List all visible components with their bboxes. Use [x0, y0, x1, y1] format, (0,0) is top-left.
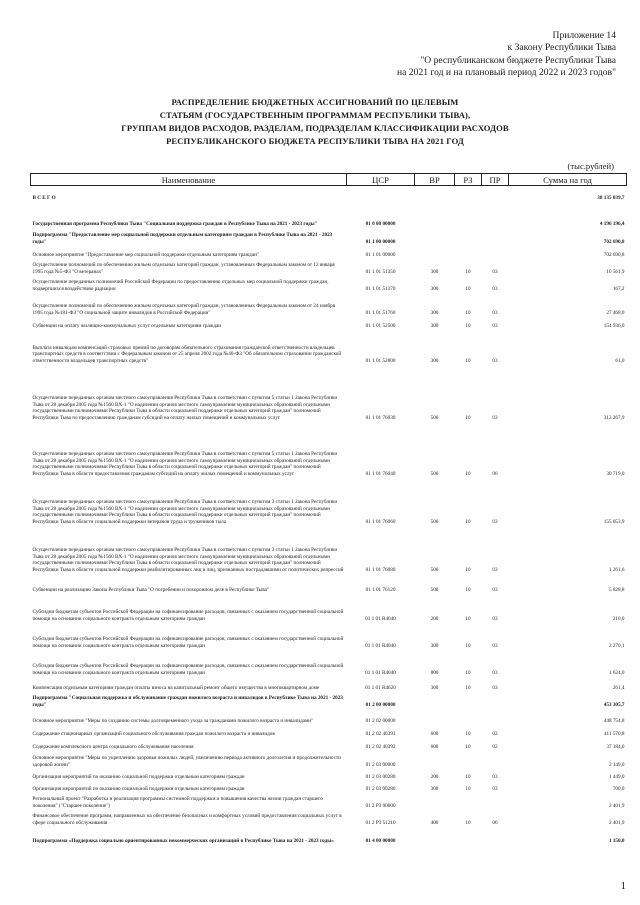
cell-vr: 300 — [430, 785, 439, 792]
cell-rz: 10 — [465, 268, 471, 275]
cell-pr: 03 — [492, 615, 498, 622]
cell-name: Субсидии бюджетам субъектов Российской Федерации на софинансирование расходов, связанных с оказанием государственной социальной помощи на основании социального контракта отдельным категориям граждан — [32, 636, 344, 649]
cell-rz — [455, 793, 482, 810]
cell-pr — [482, 186, 509, 202]
cell-csr: 01 2 02 40392 — [365, 743, 396, 750]
cell-csr: 01 1 00 00000 — [365, 238, 396, 245]
cell-csr: 01 1 01 R4040 — [365, 669, 396, 676]
table-row — [31, 293, 627, 317]
cell-rz: 10 — [465, 819, 471, 826]
table-row — [31, 526, 627, 574]
cell-csr: 01 1 01 51760 — [365, 309, 396, 316]
table-row — [31, 677, 627, 692]
cell-pr: 03 — [492, 285, 498, 292]
cell-csr: 01 2 03 00000 — [365, 761, 396, 768]
cell-sum: 1 449,0 — [608, 773, 625, 780]
cell-name: Основное мероприятие "Меры по укреплению здоровья пожилых людей, увеличению периода активного долголетия и продолжительности здоровой жизни" — [32, 755, 341, 768]
title-line-1: РАСПРЕДЕЛЕНИЕ БЮДЖЕТНЫХ АССИГНОВАНИЙ ПО ЦЕЛЕВЫМ — [171, 97, 459, 107]
cell-pr: 03 — [492, 518, 498, 525]
cell-pr — [482, 827, 509, 845]
cell-csr: 01 1 01 51370 — [365, 285, 396, 292]
cell-rz: 10 — [465, 743, 471, 750]
cell-sum: 2 401,9 — [608, 802, 625, 809]
cell-pr — [482, 246, 509, 259]
cell-csr: 01 1 01 76120 — [365, 586, 396, 593]
cell-vr — [415, 793, 455, 810]
cell-sum: 10 561,9 — [606, 268, 625, 275]
cell-vr: 300 — [430, 285, 439, 292]
cell-rz: 10 — [465, 414, 471, 421]
cell-pr: 03 — [492, 309, 498, 316]
cell-vr: 600 — [430, 730, 439, 737]
cell-sum: 4 196 196,4 — [599, 220, 625, 227]
cell-pr: 03 — [492, 357, 498, 364]
cell-sum: 210,0 — [612, 615, 625, 622]
cell-csr: 01 2 00 00000 — [365, 701, 396, 708]
cell-csr: 01 1 01 76030 — [365, 414, 396, 421]
title-line-2: СТАТЬЯМ (ГОСУДАРСТВЕННЫМ ПРОГРАММАМ РЕСПУБЛИКИ ТЫВА), — [159, 110, 471, 120]
appendix-line-2: к Закону Республики Тыва — [507, 42, 616, 54]
cell-sum: 5 828,8 — [608, 586, 625, 593]
table-row — [31, 692, 627, 709]
cell-name: Государственная программа Республики Тыва "Социальная поддержка граждан в Республике Тыва на 2021 - 2023 годы" — [32, 220, 318, 227]
cell-name: Организация мероприятий по оказанию социальной поддержки отдельным категориям граждан — [32, 773, 245, 780]
cell-pr: 03 — [492, 773, 498, 780]
cell-name: Выплата инвалидам компенсаций страховых премий по договорам обязательного страхования гражданской ответственности владельцев транспортных средств в соответствии с Федеральным законом от 25 апреля 2002 года №40-ФЗ "Об обязательном страховании гражданской ответственности владельцев транспортных средств" — [32, 344, 342, 364]
cell-pr — [482, 228, 509, 246]
table-row — [31, 623, 627, 650]
cell-pr: 06 — [492, 470, 498, 477]
cell-pr: 03 — [492, 566, 498, 573]
cell-name: Осуществление переданных органам местного самоуправления Республики Тыва в соответствии с пунктом 3 статьи 1 Закона Республики Тыва от 28 декабря 2005 года №1560 ВХ-1 "О наделении органов местного самоуправления муниципальных образований отдельными государственными полномочиями Республики Тыва в области социальной поддержки отдельных категорий граждан" полномочий Республики Тыва в области социальной поддержки ветеранов труда и тружеников тыла — [32, 499, 338, 525]
cell-pr: 03 — [492, 785, 498, 792]
cell-vr: 500 — [430, 470, 439, 477]
units-label: (тыс.рублей) — [567, 161, 614, 171]
cell-csr: 01 1 01 76060 — [365, 518, 396, 525]
cell-rz — [455, 246, 482, 259]
title-line-4: РЕСПУБЛИКАНСКОГО БЮДЖЕТА РЕСПУБЛИКИ ТЫВА НА 2021 ГОД — [166, 136, 464, 146]
header-vr: ВР — [415, 174, 455, 186]
table-row — [31, 793, 627, 810]
cell-rz: 10 — [465, 785, 471, 792]
cell-csr: 01 1 01 R4040 — [365, 615, 396, 622]
cell-sum: 261,4 — [612, 684, 625, 691]
cell-csr: 01 4 00 00000 — [365, 837, 396, 844]
appendix-line-4: на 2021 год и на плановый период 2022 и 2023 годов" — [397, 67, 616, 79]
cell-rz: 10 — [465, 566, 471, 573]
cell-rz: 10 — [465, 642, 471, 649]
cell-name: Компенсация отдельным категориям граждан оплаты взноса на капитальный ремонт общего имущества в многоквартирном доме — [32, 684, 320, 691]
cell-pr: 02 — [492, 730, 498, 737]
cell-vr: 300 — [430, 684, 439, 691]
header-name: Наименование — [31, 174, 347, 186]
cell-name: Содержание стационарных организаций социального обслуживания граждан пожилого возраста и инвалидов — [32, 730, 275, 737]
cell-pr — [482, 202, 509, 228]
table-row — [31, 365, 627, 422]
table-row — [31, 810, 627, 827]
cell-csr: 01 2 02 40391 — [365, 730, 396, 737]
cell-vr: 300 — [430, 309, 439, 316]
cell-csr: 01 1 01 R4040 — [365, 642, 396, 649]
cell-name: Субвенции на оплату жилищно-коммунальных услуг отдельным категориям граждан — [32, 322, 222, 329]
cell-vr: 300 — [430, 642, 439, 649]
table-row — [31, 202, 627, 228]
page-number: 1 — [620, 880, 626, 892]
cell-name: Основное мероприятие "Меры по созданию системы долговременного ухода за гражданами пожилого возраста и инвалидами" — [32, 717, 314, 724]
cell-sum: 2 149,0 — [608, 761, 625, 768]
cell-name: Осуществление переданных органам местного самоуправления Республики Тыва в соответствии с пунктом 3 статьи 1 Закона Республики Тыва от 28 декабря 2005 года №1560 ВХ-1 "О наделении органов местного самоуправления муниципальных образований отдельными государственными полномочиями Республики Тыва в области социальной поддержки отдельных категорий граждан" полномочий Республики Тыва в области социальной поддержки реабилитированных лиц и лиц, признанных пострадавшими от политических репрессий — [32, 547, 344, 573]
cell-rz: 10 — [465, 586, 471, 593]
cell-sum: 155 053,9 — [603, 518, 625, 525]
cell-name: Содержание комплексного центра социального обслуживания населения — [32, 743, 194, 750]
cell-vr — [415, 228, 455, 246]
cell-rz: 10 — [465, 322, 471, 329]
cell-vr: 800 — [430, 669, 439, 676]
cell-rz: 10 — [465, 357, 471, 364]
cell-rz — [455, 186, 482, 202]
cell-csr: 01 1 01 52500 — [365, 322, 396, 329]
cell-csr: 01 1 01 76080 — [365, 566, 396, 573]
cell-vr — [415, 246, 455, 259]
cell-csr: 01 1 01 76040 — [365, 470, 396, 477]
cell-name: Подпрограмма "Предоставление мер социальной поддержки отдельным категориям граждан в Республике Тыва на 2021 - 2023 годы" — [32, 232, 333, 245]
cell-vr: 500 — [430, 518, 439, 525]
cell-pr — [482, 709, 509, 725]
table-row — [31, 574, 627, 594]
cell-rz: 10 — [465, 669, 471, 676]
cell-pr: 03 — [492, 268, 498, 275]
cell-name: В С Е Г О — [32, 194, 56, 201]
cell-vr — [415, 692, 455, 709]
cell-vr: 300 — [430, 268, 439, 275]
header-rz: РЗ — [455, 174, 482, 186]
cell-name: Финансовое обеспечение программ, направленных на обеспечение безопасных и комфортных условий предоставления социальных услуг в сфере социального обслуживания — [32, 813, 342, 826]
table-row — [31, 317, 627, 330]
cell-csr: 01 2 03 00280 — [365, 785, 396, 792]
cell-vr — [415, 827, 455, 845]
cell-name: Основное мероприятие "Предоставление мер социальной поддержки отдельным категориям граждан" — [32, 251, 260, 258]
cell-pr: 02 — [492, 743, 498, 750]
cell-pr — [482, 692, 509, 709]
cell-sum: 27 468,0 — [606, 309, 625, 316]
budget-table — [30, 173, 627, 845]
table-row — [31, 709, 627, 725]
cell-csr: 01 1 01 52800 — [365, 357, 396, 364]
cell-rz — [455, 202, 482, 228]
cell-name: Субвенции на реализацию Закона Республики Тыва "О погребении и похоронном деле в Республике Тыва" — [32, 586, 270, 593]
cell-name: Субсидии бюджетам субъектов Российской Федерации на софинансирование расходов, связанных с оказанием государственной социальной помощи на основании социального контракта отдельным категориям граждан — [32, 663, 344, 676]
table-row — [31, 769, 627, 781]
cell-pr: 03 — [492, 586, 498, 593]
cell-sum: 167,2 — [612, 285, 625, 292]
cell-pr: 03 — [492, 669, 498, 676]
cell-name: Осуществление переданных полномочий Российской Федерации по предоставлению отдельных мер социальной поддержки граждан, подвергшихся воздействию радиации — [32, 279, 329, 292]
cell-pr — [482, 793, 509, 810]
cell-vr: 200 — [430, 615, 439, 622]
cell-sum: 448 754,8 — [603, 717, 625, 724]
cell-vr: 300 — [430, 322, 439, 329]
cell-rz: 10 — [465, 684, 471, 691]
cell-pr: 03 — [492, 322, 498, 329]
cell-rz: 10 — [465, 285, 471, 292]
cell-vr — [415, 751, 455, 769]
table-row — [31, 781, 627, 793]
cell-pr: 03 — [492, 414, 498, 421]
cell-rz — [455, 827, 482, 845]
cell-name: Осуществление переданных органам местного самоуправления Республики Тыва в соответствии с пунктом 5 статьи 1 Закона Республики Тыва от 28 декабря 2005 года №1560 ВХ-1 "О наделении органов местного самоуправления муниципальных образований отдельными государственными полномочиями Республики Тыва в области социальной поддержки отдельных категорий граждан" полномочий Республики Тыва в области предоставления гражданам субсидий на оплату жилых помещений и коммунальных услуг — [32, 451, 338, 477]
cell-rz: 10 — [465, 470, 471, 477]
table-row — [31, 725, 627, 738]
cell-csr: 01 2 02 00000 — [365, 717, 396, 724]
table-row — [31, 259, 627, 276]
table-row — [31, 751, 627, 769]
table-header-row — [31, 174, 627, 186]
table-row — [31, 228, 627, 246]
cell-sum: 312 267,9 — [603, 414, 625, 421]
cell-sum: 30 719,0 — [606, 470, 625, 477]
header-sum: Сумма на год — [509, 174, 627, 186]
header-csr: ЦСР — [347, 174, 415, 186]
cell-csr: 01 2 P3 51210 — [365, 819, 396, 826]
cell-sum: 2 401,9 — [608, 819, 625, 826]
cell-rz: 10 — [465, 773, 471, 780]
cell-sum: 1 624,0 — [608, 669, 625, 676]
cell-sum: 37 184,0 — [606, 743, 625, 750]
cell-rz — [455, 709, 482, 725]
cell-sum: 453 305,7 — [603, 701, 625, 708]
cell-sum: 1 150,0 — [608, 837, 625, 844]
cell-name: Региональный проект "Разработка и реализация программы системной поддержки и повышения качества жизни граждан старшего поколения" ("Старшее поколение") — [32, 796, 323, 809]
cell-sum: 411 570,8 — [603, 730, 625, 737]
cell-sum: 702 690,8 — [603, 238, 625, 245]
appendix-line-1: Приложение 14 — [552, 30, 616, 41]
title-line-3: ГРУППАМ ВИДОВ РАСХОДОВ, РАЗДЕЛАМ, ПОДРАЗДЕЛАМ КЛАССИФИКАЦИИ РАСХОДОВ — [121, 123, 509, 133]
table-row — [31, 478, 627, 526]
cell-sum: 1 261,6 — [608, 566, 625, 573]
cell-pr — [482, 751, 509, 769]
cell-sum: 154 936,0 — [603, 322, 625, 329]
cell-vr: 300 — [430, 357, 439, 364]
cell-rz: 10 — [465, 615, 471, 622]
cell-name: Осуществление переданных органам местного самоуправления Республики Тыва в соответствии с пунктом 5 статьи 1 Закона Республики Тыва от 28 декабря 2005 года №1560 ВХ-1 "О наделении органов местного самоуправления муниципальных образований отдельными государственными полномочиями Республики Тыва в области социальной поддержки отдельных категорий граждан" полномочий Республики Тыва по предоставлению гражданам субсидий на оплату жилых помещений и коммунальных услуг — [32, 395, 338, 421]
cell-name: Подпрограмма "Социальная поддержка и обслуживание граждан пожилого возраста и инвалидов в Республике Тыва на 2021 - 2023 годы" — [32, 695, 343, 708]
cell-sum: 38 135 039,7 — [597, 194, 625, 201]
table-row — [31, 738, 627, 751]
cell-vr: 500 — [430, 586, 439, 593]
cell-vr: 400 — [430, 819, 439, 826]
cell-name: Подпрограмма «Поддержка социально ориентированных некоммерческих организаций в Республике Тыва на 2021 - 2023 годы» — [32, 837, 334, 844]
table-row — [31, 330, 627, 365]
cell-name: Субсидии бюджетам субъектов Российской Федерации на софинансирование расходов, связанных с оказанием государственной социальной помощи на основании социального контракта отдельным категориям граждан — [32, 609, 344, 622]
cell-csr — [347, 186, 415, 202]
cell-name: Осуществление полномочий по обеспечению жильем отдельных категорий граждан, установленных Федеральным законом от 24 ноября 1995 года №181-ФЗ "О социальной защите инвалидов в Российской Федерации" — [32, 303, 336, 316]
cell-csr: 01 1 01 00000 — [365, 251, 396, 258]
header-pr: ПР — [482, 174, 509, 186]
table-row — [31, 186, 627, 202]
cell-vr — [415, 709, 455, 725]
appendix-header — [286, 30, 616, 80]
cell-csr: 01 2 03 00280 — [365, 773, 396, 780]
cell-rz: 10 — [465, 518, 471, 525]
cell-vr: 500 — [430, 566, 439, 573]
cell-csr: 01 2 P3 00000 — [365, 802, 396, 809]
appendix-line-3: "О республиканском бюджете Республики Тыва — [420, 54, 616, 66]
cell-vr — [415, 186, 455, 202]
cell-sum: 61,0 — [615, 357, 625, 364]
cell-pr: 03 — [492, 684, 498, 691]
table-row — [31, 594, 627, 623]
table-row — [31, 276, 627, 293]
cell-name: Осуществление полномочий по обеспечению жильем отдельных категорий граждан, установленных Федеральным законом от 12 января 1995 года №5-ФЗ "О ветеранах" — [32, 262, 335, 275]
cell-vr — [415, 202, 455, 228]
cell-rz — [455, 692, 482, 709]
cell-rz — [455, 228, 482, 246]
table-row — [31, 246, 627, 259]
cell-rz — [455, 751, 482, 769]
cell-name: Организация мероприятий по оказанию социальной поддержки отдельным категориям граждан — [32, 785, 245, 792]
table-row — [31, 827, 627, 845]
cell-csr: 01 1 01 R4620 — [365, 684, 396, 691]
table-row — [31, 422, 627, 478]
document-title — [90, 96, 540, 148]
cell-pr: 03 — [492, 642, 498, 649]
cell-csr: 01 1 01 51350 — [365, 268, 396, 275]
cell-rz: 10 — [465, 309, 471, 316]
cell-rz: 10 — [465, 730, 471, 737]
cell-pr: 06 — [492, 819, 498, 826]
cell-sum: 702 690,8 — [603, 251, 625, 258]
cell-csr: 01 0 00 00000 — [365, 220, 396, 227]
cell-vr: 600 — [430, 743, 439, 750]
cell-sum: 700,0 — [612, 785, 625, 792]
cell-vr: 200 — [430, 773, 439, 780]
cell-vr: 500 — [430, 414, 439, 421]
table-row — [31, 650, 627, 677]
cell-sum: 2 270,1 — [608, 642, 625, 649]
